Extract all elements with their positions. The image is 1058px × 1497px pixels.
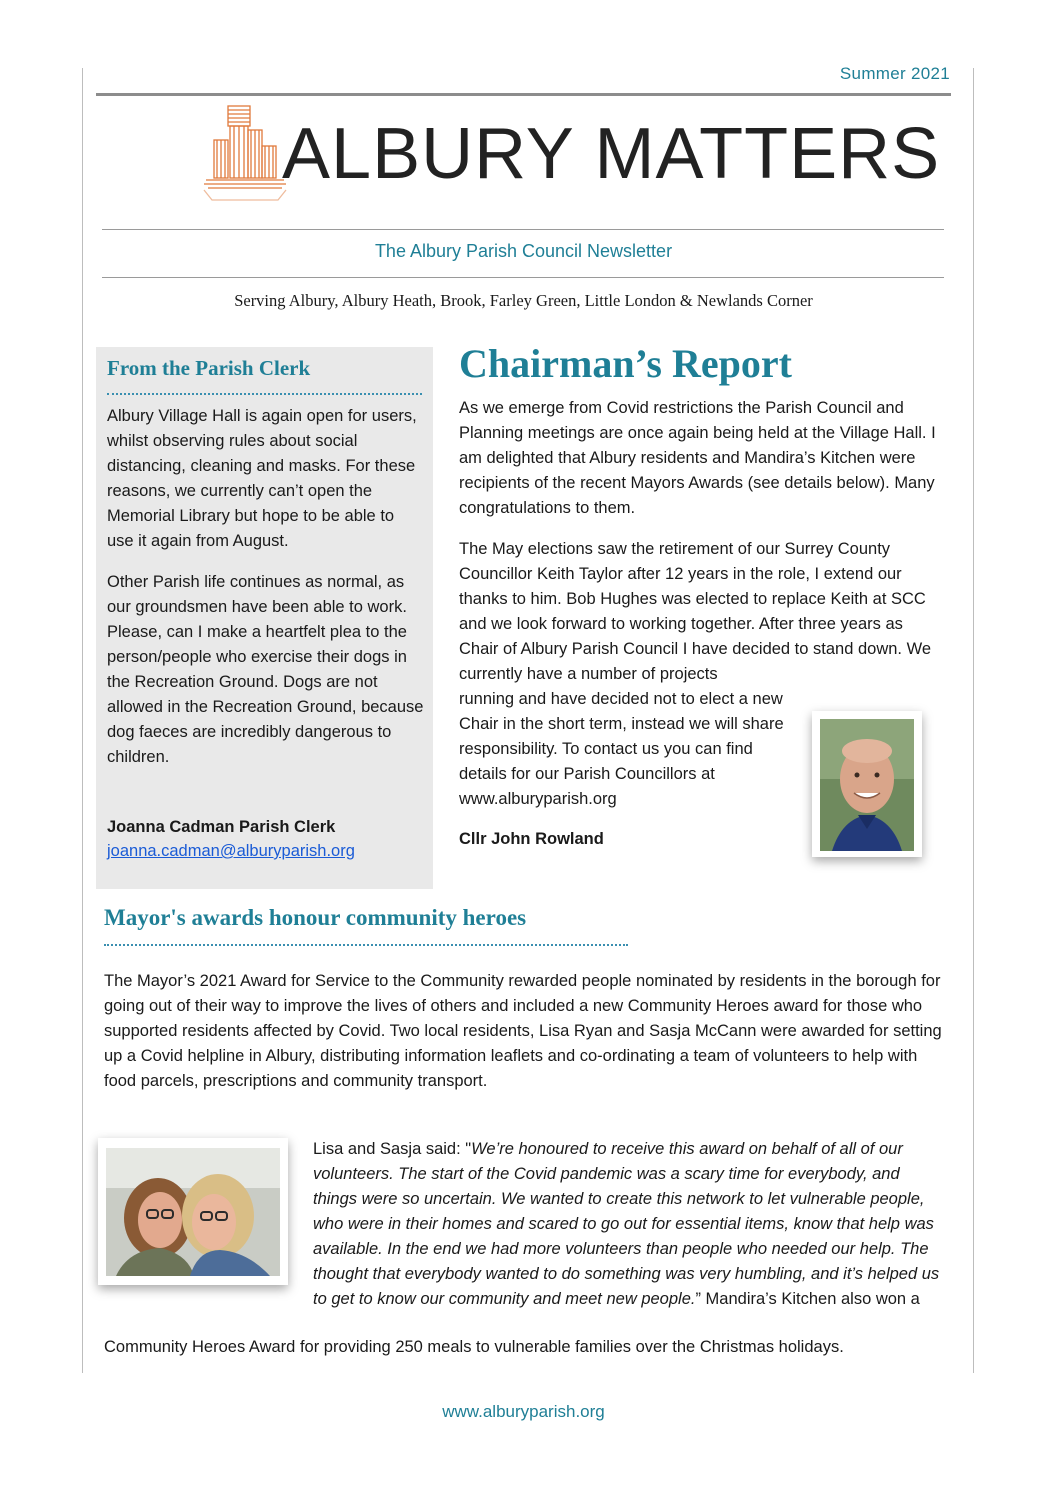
john-rowland-photo [812,711,922,857]
issue-label: Summer 2021 [839,64,950,83]
mayors-awards-quote [313,1137,943,1312]
portrait-man-image [812,711,922,857]
mayors-awards-heading: Mayor's awards honour community heroes [104,905,527,930]
quote-tail: ” Mandira’s Kitchen also won a [695,1290,920,1308]
left-page-rule [82,68,83,1373]
chairman-signature: Cllr John Rowland [459,830,604,848]
portrait-two-women-image [98,1138,288,1285]
parish-clerk-email-link[interactable]: joanna.cadman@alburyparish.org [107,842,355,860]
chairmans-report-paragraph: The May elections saw the retirement of our Surrey County Councillor Keith Taylor after 12 years in the role, I extend our thanks to him. Bob Hughes was elected to replace Keith at SCC and we look forward to working together. After three years as Chair of Albury Parish Council I have decided to stand down. We currently have a number of projects [459,540,932,683]
chairmans-report-paragraph-continued: running and have decided not to elect a new Chair in the short term, instead we will share responsibility. To contact us you can find details for our Parish Councillors at www.alburyparish.org [459,690,784,808]
quote-lead: Lisa and Sasja said: " [313,1140,472,1158]
parish-clerk-heading-underline [107,393,422,395]
masthead-title: ALBURY MATTERS [282,114,941,194]
lisa-and-sasja-photo [98,1138,288,1285]
right-page-rule [973,68,974,1373]
chairmans-report-body [459,396,945,687]
top-divider [96,93,951,96]
chairmans-report-heading: Chairman’s Report [459,341,792,386]
chairmans-report-paragraph: As we emerge from Covid restrictions the Parish Council and Planning meetings are once again being held at the Village Hall. I am delighted that Albury residents and Mandira’s Kitchen were recipients of the recent Mayors Awards (see details below). Many congratulations to them. [459,399,936,517]
footer-website[interactable]: www.alburyparish.org [442,1402,605,1421]
parish-clerk-paragraph: Albury Village Hall is again open for users, whilst observing rules about social distancing, cleaning and masks. For these reasons, we currently can’t open the Memorial Library but hope to be able to use it again from August. [107,407,417,550]
parish-clerk-body [107,404,425,786]
quote-text: We’re honoured to receive this award on behalf of all of our volunteers. The start of the Covid pandemic was a scary time for everybody, and things were so uncertain. We wanted to create this network to let vulnerable people, who were in their homes and scared to go out for essential items, know that help was available. In the end we had more volunteers than people who needed our help. The thought that everybody wanted to do something was very humbling, and it’s helped us to get to know our community and meet new people. [313,1140,940,1308]
parish-clerk-paragraph: Other Parish life continues as normal, as our groundsmen have been able to work. Please, can I make a heartfelt plea to the person/people who exercise their dogs in the Recreation Ground. Dogs are not allowed in the Recreation Ground, because dog faeces are incredibly dangerous to children. [107,573,424,766]
albury-church-logo-icon [200,100,290,210]
subtitle-bottom-rule [102,277,944,278]
mayors-awards-closing: Community Heroes Award for providing 250 meals to vulnerable families over the Christmas holidays. [104,1338,844,1356]
mayors-awards-intro: The Mayor’s 2021 Award for Service to the Community rewarded people nominated by residents in the borough for going out of their way to improve the lives of others and included a new Community Heroes award for those who supported residents affected by Covid. Two local residents, Lisa Ryan and Sasja McCann were awarded for setting up a Covid helpline in Albury, distributing information leaflets and co-ordinating a team of volunteers to help with food parcels, prescriptions and community transport. [104,972,942,1090]
newsletter-subtitle: The Albury Parish Council Newsletter [374,241,673,261]
parish-clerk-heading: From the Parish Clerk [107,356,311,380]
parish-clerk-signature: Joanna Cadman Parish Clerk [107,818,336,836]
subtitle-top-rule [102,229,944,230]
mayors-awards-heading-underline [104,944,628,946]
serving-areas-line: Serving Albury, Albury Heath, Brook, Farley Green, Little London & Newlands Corner [234,291,813,310]
parish-clerk-signature-block [107,815,425,863]
